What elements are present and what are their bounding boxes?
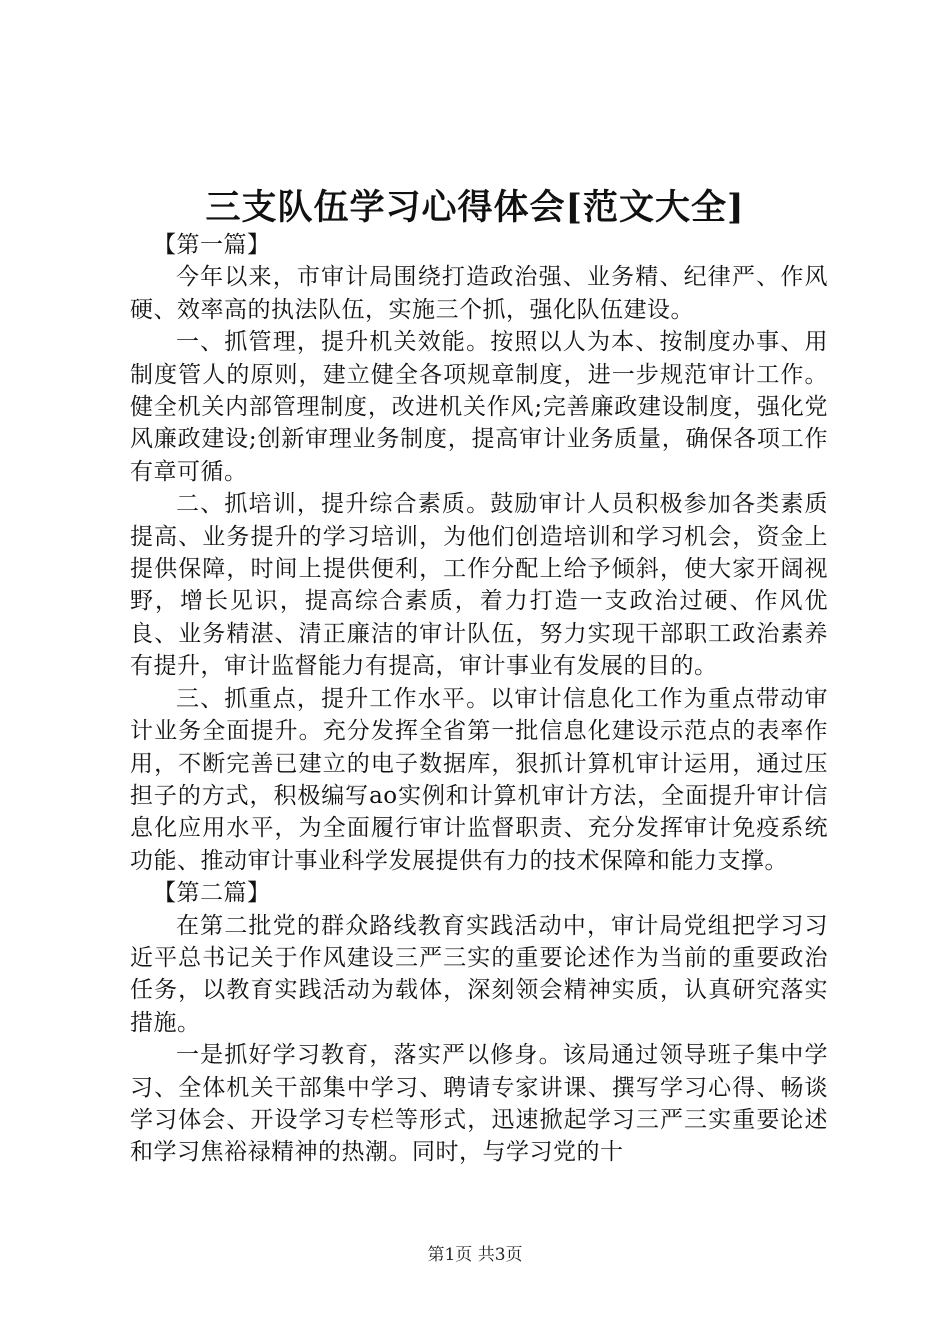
page-number-footer: 第1页 共3页: [427, 1245, 523, 1265]
paragraph-training: 二、抓培训，提升综合素质。鼓励审计人员积极参加各类素质提高、业务提升的学习培训，为他们创造培训和学习机会，资金上提供保障，时间上提供便利，工作分配上给予倾斜，使大家开阔视野，增长见识，提高综合素质，着力打造一支政治过硬、作风优良、业务精湛、清正廉洁的审计队伍，努力实现干部职工政治素养有提升，审计监督能力有提高，审计事业有发展的目的。: [130, 491, 828, 680]
document-title: 三支队伍学习心得体会[范文大全]: [205, 187, 745, 228]
paragraph-management: 一、抓管理，提升机关效能。按照以人为本、按制度办事、用制度管人的原则，建立健全各项规章制度，进一步规范审计工作。健全机关内部管理制度，改进机关作风;完善廉政建设制度，强化党风廉政建设;创新审理业务制度，提高审计业务质量，确保各项工作有章可循。: [130, 329, 828, 485]
paragraph-study: 一是抓好学习教育，落实严以修身。该局通过领导班子集中学习、全体机关干部集中学习、聘请专家讲课、撰写学习心得、畅谈学习体会、开设学习专栏等形式，迅速掀起学习三严三实重要论述和学习焦裕禄精神的热潮。同时，与学习党的十: [130, 1042, 828, 1166]
paragraph-intro: 今年以来，市审计局围绕打造政治强、业务精、纪律严、作风硬、效率高的执法队伍，实施三个抓，强化队伍建设。: [130, 264, 828, 323]
paragraph-campaign: 在第二批党的群众路线教育实践活动中，审计局党组把学习习近平总书记关于作风建设三严三实的重要论述作为当前的重要政治任务，以教育实践活动为载体，深刻领会精神实质，认真研究落实措施。: [130, 912, 828, 1036]
section-heading-second: 【第二篇】: [153, 880, 271, 907]
paragraph-focus: 三、抓重点，提升工作水平。以审计信息化工作为重点带动审计业务全面提升。充分发挥全省第一批信息化建设示范点的表率作用，不断完善已建立的电子数据库，狠抓计算机审计运用，通过压担子的方式，积极编写ao实例和计算机审计方法，全面提升审计信息化应用水平，为全面履行审计监督职责、充分发挥审计免疫系统功能、推动审计事业科学发展提供有力的技术保障和能力支撑。: [130, 685, 828, 874]
section-heading-first: 【第一篇】: [153, 232, 271, 258]
document-body: [130, 229, 828, 1169]
